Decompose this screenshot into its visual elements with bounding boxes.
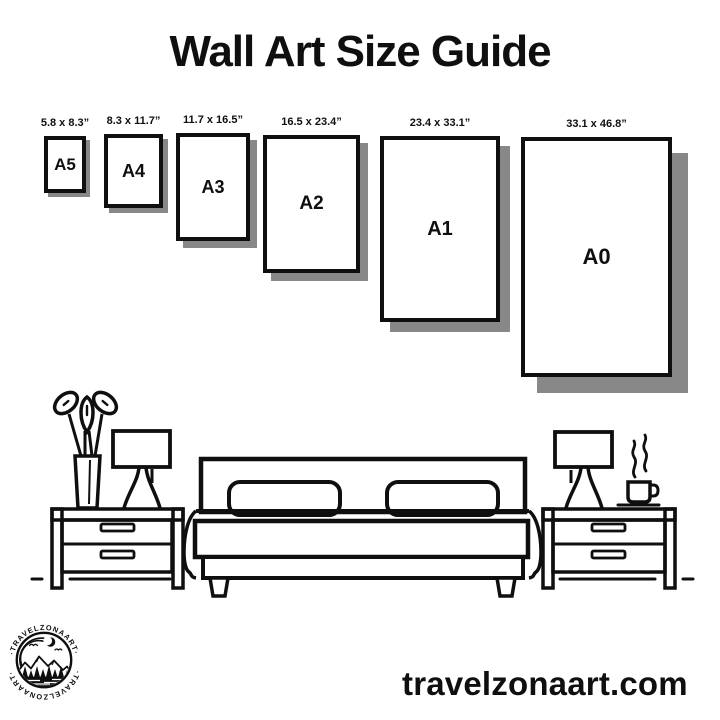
table-lamp-left-icon	[113, 431, 170, 508]
bed-frame	[203, 557, 523, 578]
frame-face	[521, 137, 672, 377]
frame-face	[176, 133, 250, 241]
lamp-stem	[124, 467, 139, 508]
brand-badge	[2, 619, 86, 703]
steam	[633, 441, 636, 477]
frame-face	[380, 136, 500, 322]
size-frame-a3	[176, 114, 250, 241]
bed-leg	[210, 578, 228, 596]
drawer-box	[553, 520, 665, 572]
frame-dimensions-label: 11.7 x 16.5”	[183, 114, 243, 126]
drawer-handle	[101, 551, 134, 558]
flower-leaves	[51, 388, 121, 432]
frame-size-code: A2	[299, 193, 324, 214]
vase	[75, 456, 100, 508]
bedroom-illustration	[0, 380, 720, 608]
nightstand-right-icon	[543, 509, 675, 588]
frame-dimensions-label: 23.4 x 33.1”	[409, 117, 471, 129]
lamp-stem	[588, 467, 602, 508]
drawer-handle	[592, 551, 625, 558]
badge-text-top: ·TRAVELZONAART·	[7, 622, 81, 656]
size-frame-a0	[521, 118, 672, 377]
lamp-shade	[113, 431, 170, 467]
flower-vase-icon	[51, 388, 121, 508]
mattress	[195, 521, 528, 557]
frame-face	[44, 136, 86, 193]
frame-size-code: A5	[54, 154, 76, 174]
double-bed-icon	[184, 459, 541, 596]
frame-face	[263, 135, 360, 273]
drawer-handle	[592, 524, 625, 531]
size-frame-a2	[263, 116, 360, 273]
bed-leg	[497, 578, 515, 596]
size-frame-a4	[104, 115, 163, 208]
vase-highlight	[89, 460, 90, 504]
frame-face	[104, 134, 163, 208]
lamp-shade	[555, 432, 612, 467]
frame-size-code: A1	[427, 217, 453, 240]
cup-body	[628, 482, 650, 502]
badge-text-bottom: ·TRAVELZONAART·	[5, 669, 83, 702]
frame-size-code: A3	[201, 176, 225, 197]
size-frame-a5	[40, 117, 90, 193]
frame-dimensions-label: 8.3 x 11.7”	[106, 115, 161, 127]
steam	[644, 435, 647, 471]
frame-dimensions-label: 33.1 x 46.8”	[566, 118, 627, 130]
drawer-box	[62, 520, 172, 572]
frame-dimensions-label: 5.8 x 8.3”	[40, 117, 90, 129]
frame-dimensions-label: 16.5 x 23.4”	[281, 116, 342, 128]
coffee-cup-icon	[618, 435, 659, 505]
table-lamp-right-icon	[555, 432, 612, 508]
nightstand-left-icon	[52, 509, 183, 588]
frame-size-code: A0	[582, 244, 611, 269]
lamp-stem	[566, 467, 581, 508]
website-url: travelzonaart.com	[402, 665, 688, 702]
page-title: Wall Art Size Guide	[169, 27, 551, 76]
blanket-drape	[529, 511, 541, 578]
size-frame-a1	[380, 117, 500, 322]
frame-size-code: A4	[121, 160, 145, 181]
drawer-handle	[101, 524, 134, 531]
